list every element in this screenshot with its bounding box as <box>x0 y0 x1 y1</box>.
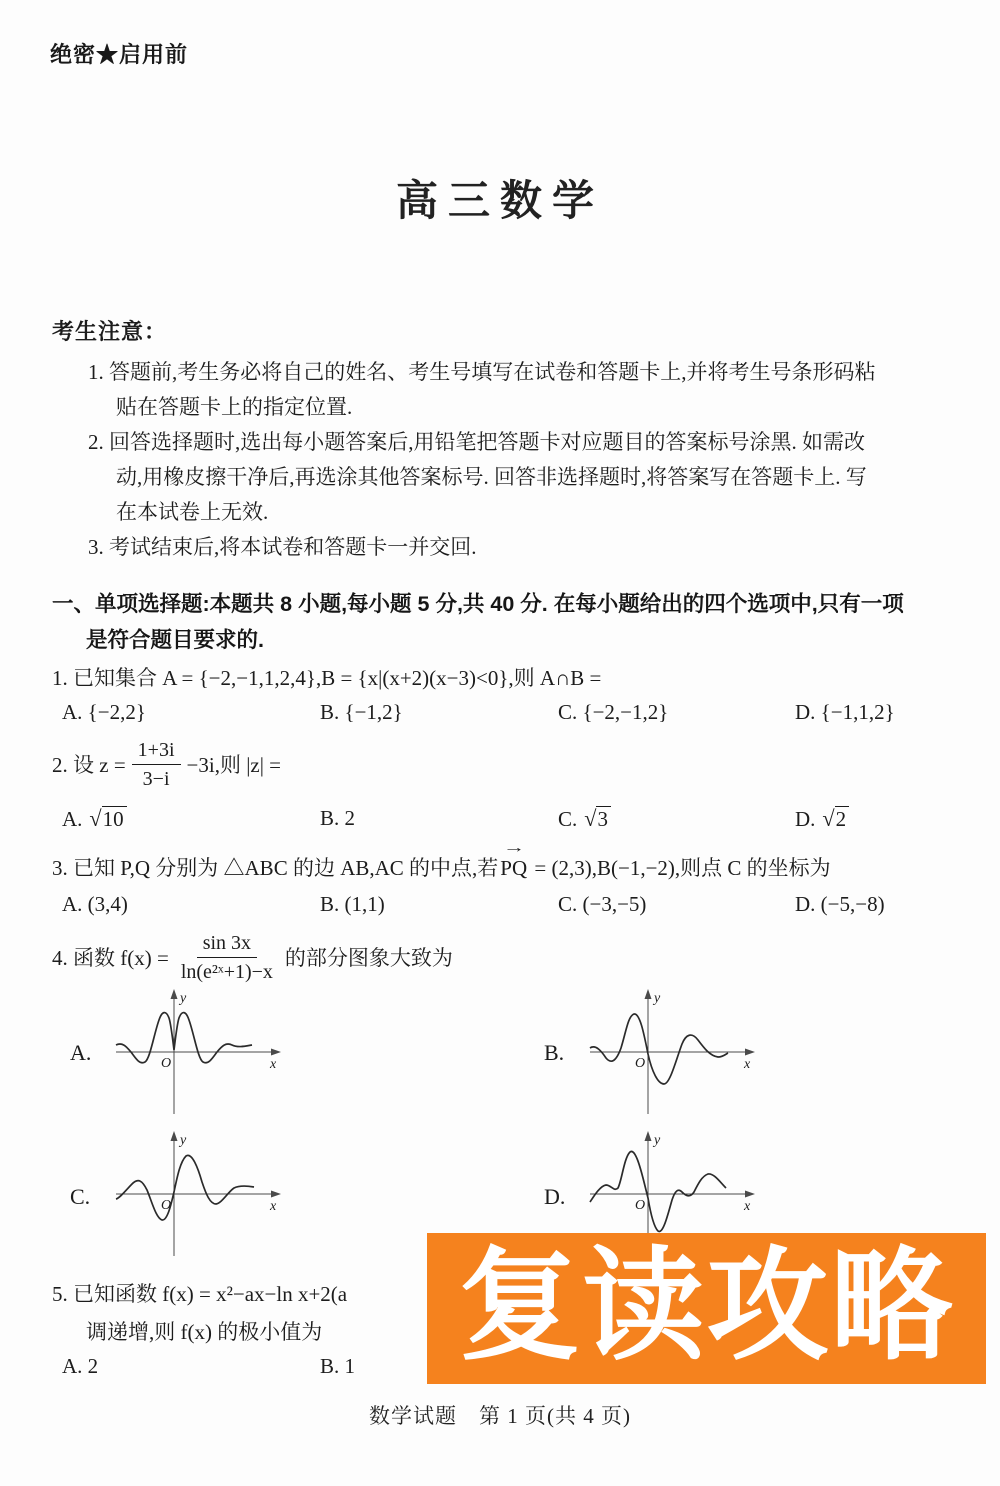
x-axis-label: x <box>270 1057 277 1072</box>
origin-label: O <box>161 1056 172 1071</box>
notice-line: 在本试卷上无效. <box>116 500 269 524</box>
y-axis-label: y <box>654 1133 661 1148</box>
section-heading-line1: 一、单项选择题:本题共 8 小题,每小题 5 分,共 40 分. 在每小题给出的四个选项中,只有一项 <box>52 592 904 616</box>
q3-option-a: A. (3,4) <box>62 892 128 916</box>
question-1-text: 1. 已知集合 A = {−2,−1,1,2,4},B = {x|(x+2)(x−3)<0},则 A∩B = <box>52 666 602 690</box>
q5-option-b: B. 1 <box>320 1354 356 1378</box>
x-axis-arrow <box>271 1049 281 1056</box>
notice-line: 贴在答题卡上的指定位置. <box>116 395 353 419</box>
q3-option-c: C. (−3,−5) <box>558 892 647 916</box>
notice-block <box>52 314 960 565</box>
question-4-text <box>52 926 453 988</box>
q4-fraction <box>175 931 279 984</box>
curve-path <box>590 1014 728 1084</box>
x-axis-arrow <box>745 1191 755 1198</box>
q3-option-d: D. (−5,−8) <box>795 892 885 916</box>
promo-banner <box>427 1233 986 1384</box>
question-5-line1: 5. 已知函数 f(x) = x²−ax−ln x+2(a <box>52 1282 348 1306</box>
fraction-denominator: ln(e²ˣ+1)−x <box>180 960 273 983</box>
q3-option-b: B. (1,1) <box>320 892 385 916</box>
sqrt-sign <box>822 806 834 832</box>
notice-line: 2. 回答选择题时,选出每小题答案后,用铅笔把答题卡对应题目的答案标号涂黑. 如需改 <box>88 430 865 454</box>
fraction-numerator: sin 3x <box>197 931 257 958</box>
question-2-text <box>52 733 281 795</box>
notice-line: 动,用橡皮擦干净后,再选涂其他答案标号. 回答非选择题时,将答案写在答题卡上. 写 <box>116 465 867 489</box>
y-axis-arrow <box>171 1131 178 1141</box>
graph-c-label: C. <box>70 1184 91 1209</box>
sqrt-sign <box>89 806 101 832</box>
q4-prefix: 4. 函数 f(x) = <box>52 946 169 970</box>
promo-banner-text: 复读攻略 <box>458 1237 955 1374</box>
question-3-options <box>0 892 1000 930</box>
section-heading-line2: 是符合题目要求的. <box>86 628 264 652</box>
question-5-line2: 调递增,则 f(x) 的极小值为 <box>86 1320 323 1344</box>
origin-label: O <box>161 1198 172 1213</box>
notice-heading: 考生注意： <box>52 319 168 344</box>
question-2-options <box>0 806 1000 844</box>
secrecy-label: 绝密★启用前 <box>50 42 189 67</box>
q2-suffix: −3i,则 |z| = <box>186 753 282 777</box>
graph-b-plot <box>578 982 768 1118</box>
q2-option-a: A. √ 10 <box>62 806 127 832</box>
fraction-numerator: 1+3i <box>132 738 181 765</box>
y-axis-arrow <box>171 989 178 999</box>
graph-a-plot <box>104 982 294 1118</box>
q1-option-c: C. {−2,−1,2} <box>558 700 669 724</box>
fraction-denominator: 3−i <box>142 767 170 790</box>
graph-b-label: B. <box>544 1040 565 1065</box>
y-axis-label: y <box>654 991 661 1006</box>
x-axis-label: x <box>744 1057 751 1072</box>
graph-d-label: D. <box>544 1184 566 1209</box>
y-axis-label: y <box>180 1133 187 1148</box>
y-axis-arrow <box>645 1131 652 1141</box>
q2-option-c: C. √ 3 <box>558 806 611 832</box>
curve-path <box>116 1155 254 1220</box>
section-heading <box>52 586 964 658</box>
q2-option-b: B. 2 <box>320 806 356 830</box>
x-axis-arrow <box>271 1191 281 1198</box>
y-axis-arrow <box>645 989 652 999</box>
q1-option-a: A. {−2,2} <box>62 700 146 724</box>
graph-c-plot <box>104 1124 294 1260</box>
q3-prefix: 3. 已知 P,Q 分别为 △ABC 的边 AB,AC 的中点,若 <box>52 856 499 880</box>
x-axis-arrow <box>745 1049 755 1056</box>
exam-title: 高三数学 <box>395 177 604 224</box>
sqrt-sign <box>584 806 596 832</box>
x-axis-label: x <box>744 1199 751 1214</box>
q3-suffix: = (2,3),B(−1,−2),则点 C 的坐标为 <box>529 856 831 880</box>
q1-option-d: D. {−1,1,2} <box>795 700 895 724</box>
q4-suffix: 的部分图象大致为 <box>284 946 453 970</box>
q2-fraction <box>132 738 181 791</box>
q1-option-b: B. {−1,2} <box>320 700 403 724</box>
notice-line: 1. 答题前,考生务必将自己的姓名、考生号填写在试卷和答题卡上,并将考生号条形码粘 <box>88 360 876 384</box>
notice-line: 3. 考试结束后,将本试卷和答题卡一并交回. <box>88 535 477 559</box>
origin-label: O <box>635 1198 646 1213</box>
graph-a-label: A. <box>70 1040 92 1065</box>
page-footer: 数学试题 第 1 页(共 4 页) <box>369 1404 631 1428</box>
vector-pq: → PQ <box>500 856 527 881</box>
q2-option-d: D. √ 2 <box>795 806 849 832</box>
question-3-text <box>52 852 831 882</box>
q2-prefix: 2. 设 z = <box>52 753 126 777</box>
origin-label: O <box>635 1056 646 1071</box>
q5-option-a: A. 2 <box>62 1354 99 1378</box>
curve-path <box>116 1013 252 1063</box>
curve-path <box>590 1151 726 1231</box>
x-axis-label: x <box>270 1199 277 1214</box>
y-axis-label: y <box>180 991 187 1006</box>
